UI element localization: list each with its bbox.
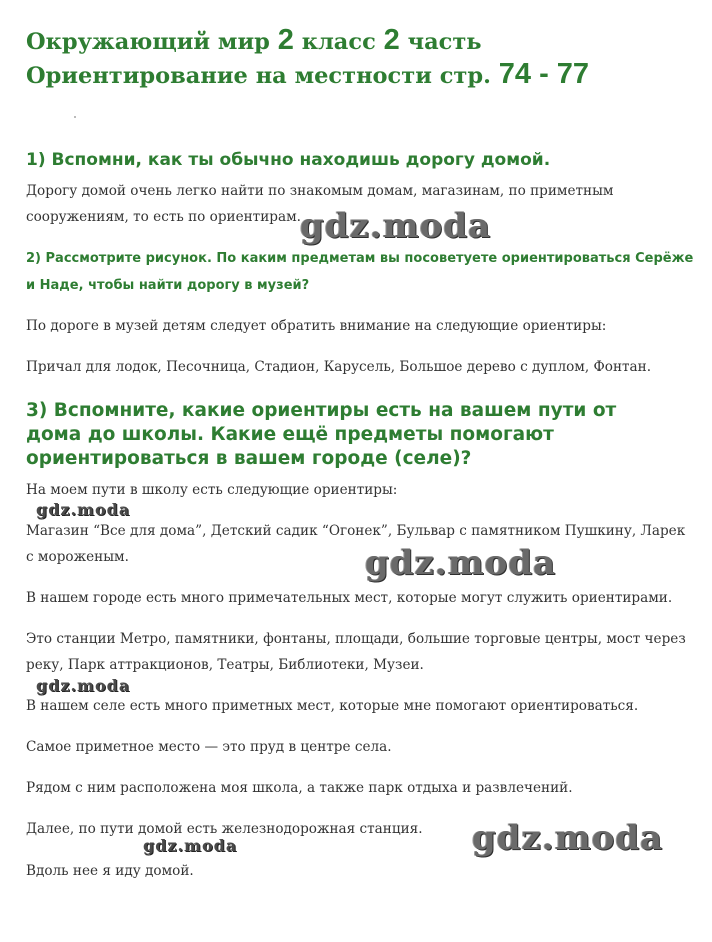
watermark-logo: gdz.moda [36,676,131,695]
question-1-answer: Дорогу домой очень легко найти по знакомым домам, магазинам, по приметным сооружениям, то есть по ориентирам. [26,183,614,225]
watermark-logo: gdz.moda [472,818,664,858]
question-3-paragraph-6: Самое приметное место — это пруд в центре села. [26,739,392,755]
question-3-paragraph-4: Это станции Метро, памятники, фонтаны, площади, большие торговые центры, мост через реку, Парк аттракционов, Театры, Библиотеки, Музеи. [26,631,686,673]
question-3-paragraph-3: В нашем городе есть много примечательных мест, которые могут служить ориентирами. [26,590,673,606]
title-class: класс [293,29,384,55]
title-topic: часть Ориентирование на местности стр. [26,29,499,89]
question-1-heading: 1) Вспомни, как ты обычно находишь дорогу домой. [26,150,551,170]
question-3-paragraph-7: Рядом с ним расположена моя школа, а также парк отдыха и развлечений. [26,780,573,796]
watermark-logo: gdz.moda [143,836,238,855]
question-2-heading: 2) Рассмотрите рисунок. По каким предметам вы посоветуете ориентироваться Серёже и Наде, чтобы найти дорогу в музей? [26,251,694,293]
question-2-paragraph-1: По дороге в музей детям следует обратить внимание на следующие ориентиры: [26,318,607,334]
stray-dot [74,116,76,118]
title-grade: 2 [277,24,294,56]
watermark-logo: gdz.moda [36,500,131,519]
page-title [26,24,696,92]
question-3-paragraph-2: Магазин “Все для дома”, Детский садик “Огонек”, Бульвар с памятником Пушкину, Ларек с мороженым. [26,523,686,565]
title-subject: Окружающий мир [26,29,278,55]
title-pages: 74 - 77 [498,58,590,90]
question-3-paragraph-1: На моем пути в школу есть следующие ориентиры: [26,482,398,498]
title-part-number: 2 [383,24,400,56]
watermark-logo: gdz.moda [300,206,492,246]
question-2-paragraph-2: Причал для лодок, Песочница, Стадион, Карусель, Большое дерево с дуплом, Фонтан. [26,359,652,375]
question-3-paragraph-5: В нашем селе есть много приметных мест, которые мне помогают ориентироваться. [26,698,639,714]
watermark-logo: gdz.moda [365,543,557,583]
question-3-heading: 3) Вспомните, какие ориентиры есть на вашем пути от дома до школы. Какие ещё предметы помогают ориентироваться в вашем городе (селе)? [26,400,617,469]
question-3-paragraph-9: Вдоль нее я иду домой. [26,863,194,879]
question-3-paragraph-8: Далее, по пути домой есть железнодорожная станция. [26,821,423,837]
